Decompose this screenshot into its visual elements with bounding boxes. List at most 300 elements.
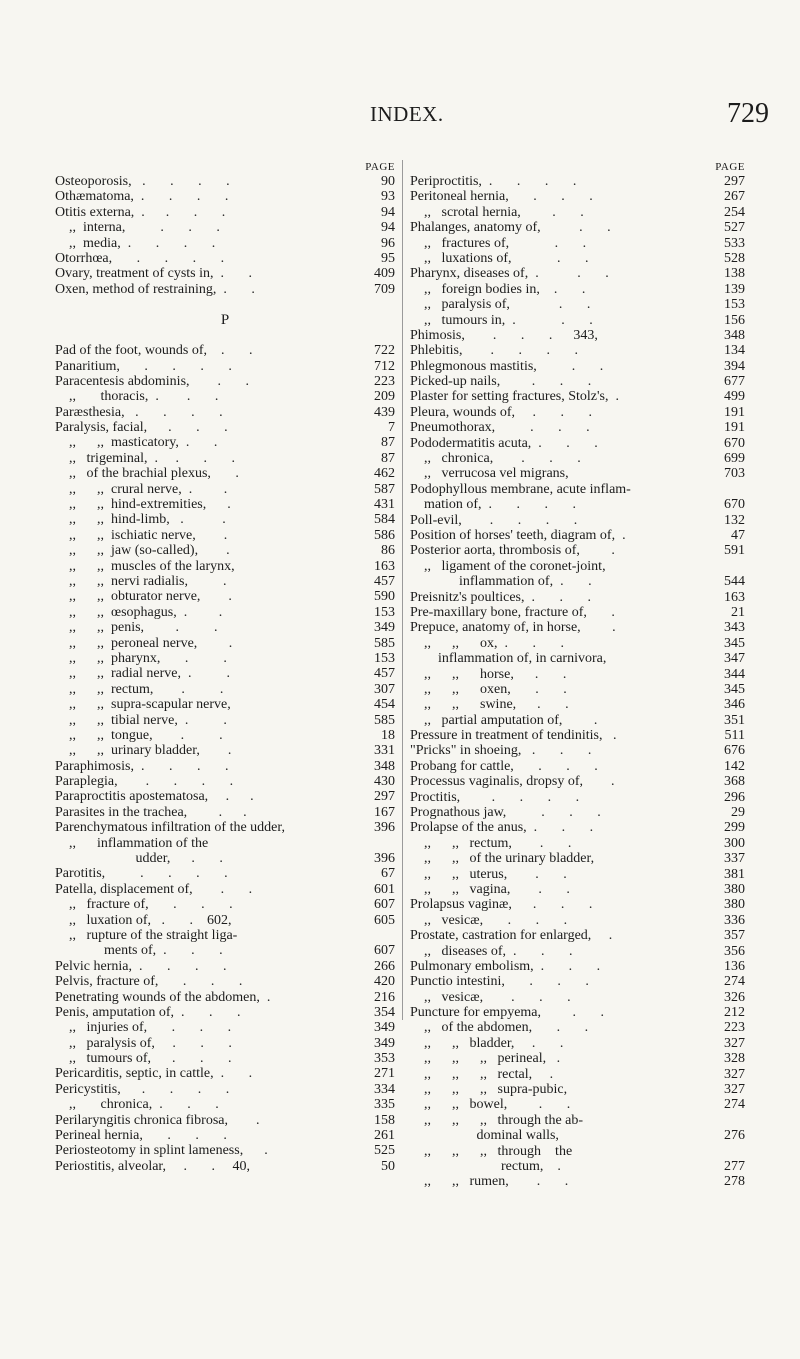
index-entry (55, 435, 395, 450)
index-entry (55, 805, 395, 820)
entry-text: ,, ,, supra-scapular nerve, (55, 697, 231, 713)
entry-text: ,, ,, peroneal nerve, . (55, 635, 233, 651)
index-entry (55, 466, 395, 481)
index-entry (55, 1128, 395, 1143)
entry-page-ref: 274 (724, 1097, 745, 1113)
entry-page-ref: 300 (724, 835, 745, 851)
index-entry (410, 1005, 745, 1020)
entry-text: Podophyllous membrane, acute inflam- (410, 481, 631, 497)
entry-page-ref: 136 (724, 958, 745, 974)
index-entry (410, 974, 745, 989)
index-entry (55, 1051, 395, 1066)
index-entry (410, 236, 745, 251)
entry-text: ,, paralysis of, . . . (55, 1035, 232, 1051)
entry-page-ref: 191 (724, 404, 745, 420)
entry-text: Peritoneal hernia, . . . (410, 189, 593, 205)
entry-page-ref: 676 (724, 743, 745, 759)
index-entry (410, 897, 745, 912)
index-entry (410, 605, 745, 620)
entry-text: mation of, . . . . (410, 497, 577, 513)
index-entry (410, 774, 745, 789)
index-entry (55, 851, 395, 866)
index-entry (410, 282, 745, 297)
entry-page-ref: 353 (374, 1051, 395, 1067)
entry-text: ,, ,, urinary bladder, . (55, 743, 232, 759)
entry-text: Parasites in the trachea, . . (55, 804, 247, 820)
entry-text: ,, ,, ,, supra-pubic, (410, 1082, 568, 1098)
index-entry (410, 836, 745, 851)
entry-page-ref: 349 (374, 620, 395, 636)
entry-page-ref: 261 (374, 1128, 395, 1144)
entry-page-ref: 167 (374, 804, 395, 820)
index-entry (55, 174, 395, 189)
index-entry (410, 882, 745, 897)
index-entry (55, 913, 395, 928)
entry-page-ref: 544 (724, 574, 745, 590)
index-entry (55, 666, 395, 681)
index-entry (410, 251, 745, 266)
entry-text: ,, ,, uterus, . . (410, 866, 567, 882)
index-entry (410, 867, 745, 882)
entry-text: ,, tumours of, . . . (55, 1051, 232, 1067)
left-column (55, 160, 395, 1174)
index-entry (55, 405, 395, 420)
entry-page-ref: 722 (374, 343, 395, 359)
entry-text: ,, ,, crural nerve, . . (55, 481, 228, 497)
index-entry (55, 359, 395, 374)
index-entry (55, 528, 395, 543)
entry-text: dominal walls, (410, 1128, 559, 1144)
entry-page-ref: 354 (374, 1004, 395, 1020)
entry-page-ref: 191 (724, 420, 745, 436)
index-entry (55, 713, 395, 728)
entry-text: Pelvis, fracture of, . . . (55, 974, 243, 990)
entry-page-ref: 156 (724, 312, 745, 328)
index-entry (410, 990, 745, 1005)
index-entry (55, 897, 395, 912)
entry-text: Pericystitis, . . . . (55, 1081, 230, 1097)
index-entry (55, 1143, 395, 1158)
index-entry (410, 759, 745, 774)
entry-text: rectum, . (410, 1159, 561, 1174)
index-entry (55, 1020, 395, 1035)
index-entry (55, 651, 395, 666)
index-entry (55, 451, 395, 466)
entry-text: ,, diseases of, . . . (410, 943, 573, 959)
index-entry (410, 220, 745, 235)
entry-page-ref: 266 (374, 958, 395, 974)
index-entry (410, 266, 745, 281)
entry-text: ,, ,, pharynx, . . (55, 650, 227, 666)
entry-page-ref: 457 (374, 573, 395, 589)
entry-page-ref: 153 (374, 650, 395, 666)
entry-page-ref: 138 (724, 266, 745, 282)
index-entry (410, 620, 745, 635)
entry-text: inflammation of, in carnivora, (410, 651, 607, 667)
entry-page-ref: 307 (374, 681, 395, 697)
entry-text: ,, fractures of, . . (410, 235, 587, 251)
entry-page-ref: 351 (724, 712, 745, 728)
entry-page-ref: 327 (724, 1082, 745, 1098)
entry-text: Plaster for setting fractures, Stolz's, . (410, 389, 619, 405)
index-entry (55, 205, 395, 220)
index-entry (55, 1066, 395, 1081)
header-page-number: 729 (727, 98, 769, 129)
index-entry (410, 405, 745, 420)
entry-text: ,, vesicæ, . . . (410, 989, 571, 1005)
index-entry (55, 959, 395, 974)
index-entry (55, 574, 395, 589)
entry-page-ref: 584 (374, 512, 395, 528)
entry-page-ref: 381 (724, 866, 745, 882)
entry-text: Paralysis, facial, . . . (55, 420, 228, 436)
entry-page-ref: 21 (731, 604, 745, 620)
entry-text: Pododermatitis acuta, . . . (410, 435, 598, 451)
index-entry (410, 1082, 745, 1097)
entry-page-ref: 396 (374, 820, 395, 836)
index-entry (410, 559, 745, 574)
index-entry (55, 636, 395, 651)
entry-page-ref: 347 (724, 651, 745, 667)
index-entry (410, 913, 745, 928)
entry-page-ref: 271 (374, 1066, 395, 1082)
index-entry (55, 836, 395, 851)
index-entry (55, 605, 395, 620)
index-entry (410, 174, 745, 189)
index-entry (55, 282, 395, 297)
entry-text: ,, ,, rectum, . . (55, 681, 224, 697)
index-entry (410, 497, 745, 512)
entry-text: ,, ,, penis, . . (55, 620, 218, 636)
entry-text: ,, ,, rectum, . . (410, 835, 572, 851)
entry-page-ref: 344 (724, 666, 745, 682)
entry-page-ref: 380 (724, 881, 745, 897)
index-entry (410, 574, 745, 589)
index-entry (55, 189, 395, 204)
entry-text: Penetrating wounds of the abdomen, . (55, 989, 271, 1005)
entry-page-ref: 86 (381, 543, 395, 559)
entry-page-ref: 18 (381, 727, 395, 743)
index-entry (410, 1174, 745, 1189)
entry-text: Pharynx, diseases of, . . . (410, 266, 609, 282)
entry-page-ref: 454 (374, 697, 395, 713)
entry-text: Poll-evil, . . . . (410, 512, 578, 528)
index-entry (410, 1113, 745, 1128)
index-entry (410, 189, 745, 204)
entry-page-ref: 87 (381, 450, 395, 466)
entry-page-ref: 212 (724, 1005, 745, 1021)
entry-text: Pericarditis, septic, in cattle, . . (55, 1066, 253, 1082)
entry-text: Punctio intestini, . . . (410, 974, 589, 990)
index-entry (410, 713, 745, 728)
index-entry (55, 620, 395, 635)
index-entry (55, 789, 395, 804)
index-entry (55, 236, 395, 251)
entry-text: Perineal hernia, . . . (55, 1128, 227, 1144)
index-entry (410, 513, 745, 528)
entry-text: Pleura, wounds of, . . . (410, 404, 592, 420)
entry-text: Parenchymatous infiltration of the udder, (55, 820, 285, 836)
entry-text: ,, thoracis, . . . (55, 389, 219, 405)
entry-text: ,, foreign bodies in, . . (410, 281, 586, 297)
index-entry (55, 774, 395, 789)
entry-page-ref: 607 (374, 897, 395, 913)
index-entry (55, 943, 395, 958)
entry-text: ,, vesicæ, . . . (410, 912, 568, 928)
entry-text: Pressure in treatment of tendinitis, . (410, 728, 617, 744)
entry-text: ,, ,, ,, perineal, . (410, 1051, 561, 1067)
entry-page-ref: 499 (724, 389, 745, 405)
entry-page-ref: 431 (374, 497, 395, 513)
entry-page-ref: 153 (724, 297, 745, 313)
entry-page-ref: 349 (374, 1035, 395, 1051)
entry-text: ,, of the brachial plexus, . (55, 466, 239, 482)
entry-page-ref: 134 (724, 343, 745, 359)
entry-page-ref: 209 (374, 389, 395, 405)
entry-page-ref: 703 (724, 466, 745, 482)
entry-page-ref: 29 (731, 805, 745, 821)
index-entry (55, 1159, 395, 1174)
entry-page-ref: 439 (374, 404, 395, 420)
index-entry (410, 343, 745, 358)
entry-text: ,, scrotal hernia, . . (410, 204, 584, 220)
index-entry (55, 866, 395, 881)
index-entry (410, 682, 745, 697)
entry-page-ref: 50 (381, 1158, 395, 1174)
index-entry (410, 590, 745, 605)
entry-page-ref: 331 (374, 743, 395, 759)
entry-text: ments of, . . . (55, 943, 223, 959)
entry-page-ref: 163 (374, 558, 395, 574)
index-entry (55, 728, 395, 743)
entry-page-ref: 336 (724, 912, 745, 928)
entry-page-ref: 345 (724, 635, 745, 651)
entry-text: ,, ,, rumen, . . (410, 1174, 569, 1190)
entry-page-ref: 356 (724, 943, 745, 959)
entry-page-ref: 409 (374, 266, 395, 282)
index-entry (55, 1082, 395, 1097)
index-entry (410, 636, 745, 651)
index-entry (410, 805, 745, 820)
entry-page-ref: 254 (724, 204, 745, 220)
entry-page-ref: 153 (374, 604, 395, 620)
entry-text: ,, ,, bowel, . . (410, 1097, 571, 1113)
entry-text: Pneumothorax, . . . (410, 420, 590, 436)
index-entry (410, 543, 745, 558)
entry-page-ref: 586 (374, 527, 395, 543)
entry-page-ref: 223 (374, 373, 395, 389)
index-entry (410, 466, 745, 481)
index-entry (410, 359, 745, 374)
index-entry (410, 743, 745, 758)
entry-page-ref: 349 (374, 1020, 395, 1036)
entry-text: Paraphimosis, . . . . (55, 758, 229, 774)
index-entry (55, 1005, 395, 1020)
entry-text: ,, interna, . . . (55, 220, 220, 236)
entry-text: udder, . . (55, 851, 223, 867)
entry-text: Preisnitz's poultices, . . . (410, 589, 592, 605)
entry-text: ,, ,, tongue, . . (55, 727, 223, 743)
entry-text: ,, verrucosa vel migrans, (410, 466, 569, 482)
entry-text: ,, partial amputation of, . (410, 712, 598, 728)
entry-text: Paraproctitis apostematosa, . . (55, 789, 254, 805)
entry-page-ref: 328 (724, 1051, 745, 1067)
entry-text: Perilaryngitis chronica fibrosa, . (55, 1112, 260, 1128)
entry-page-ref: 605 (374, 912, 395, 928)
index-entry (55, 1113, 395, 1128)
index-entry (55, 1097, 395, 1112)
entry-text: "Pricks" in shoeing, . . . (410, 743, 592, 759)
entry-text: ,, ,, masticatory, . . (55, 435, 218, 451)
entry-page-ref: 276 (724, 1128, 745, 1144)
index-entry (410, 1144, 745, 1159)
entry-text: ,, ligament of the coronet-joint, (410, 558, 606, 574)
entry-page-ref: 420 (374, 974, 395, 990)
entry-page-ref: 297 (374, 789, 395, 805)
entry-page-ref: 299 (724, 820, 745, 836)
index-entry (55, 482, 395, 497)
entry-text: ,, ,, ischiatic nerve, . (55, 527, 228, 543)
entry-page-ref: 7 (388, 420, 395, 436)
entry-page-ref: 67 (381, 866, 395, 882)
entry-page-ref: 368 (724, 774, 745, 790)
index-entry (55, 1036, 395, 1051)
entry-text: Proctitis, . . . . (410, 789, 580, 805)
index-entry (55, 251, 395, 266)
index-entry (410, 1036, 745, 1051)
entry-page-ref: 533 (724, 235, 745, 251)
index-entry (410, 667, 745, 682)
entry-text: ,, ,, hind-limb, . . (55, 512, 226, 528)
index-entry (55, 974, 395, 989)
entry-text: ,, chronica, . . . (55, 1097, 219, 1113)
entry-page-ref: 93 (381, 189, 395, 205)
entry-text: ,, trigeminal, . . . . (55, 450, 236, 466)
entry-text: Paraplegia, . . . . (55, 774, 234, 790)
entry-page-ref: 357 (724, 928, 745, 944)
index-entry (410, 851, 745, 866)
entry-page-ref: 525 (374, 1143, 395, 1159)
index-entry (410, 728, 745, 743)
entry-text: Prognathous jaw, . . . (410, 805, 601, 821)
entry-text: Panaritium, . . . . (55, 358, 232, 374)
index-entry (410, 1067, 745, 1082)
entry-text: ,, ,, muscles of the larynx, (55, 558, 235, 574)
entry-page-ref: 139 (724, 281, 745, 297)
entry-page-ref: 396 (374, 851, 395, 867)
entry-text: Pulmonary embolism, . . . (410, 958, 601, 974)
entry-text: Phimosis, . . . 343, (410, 327, 598, 343)
left-entries-p (55, 343, 395, 1174)
right-entries (410, 174, 745, 1190)
entry-page-ref: 591 (724, 543, 745, 559)
entry-text: Periproctitis, . . . . (410, 174, 577, 189)
entry-text: Parotitis, . . . . (55, 866, 228, 882)
entry-page-ref: 670 (724, 497, 745, 513)
index-entry (55, 420, 395, 435)
entry-page-ref: 334 (374, 1081, 395, 1097)
entry-text: Periostitis, alveolar, . . 40, (55, 1158, 251, 1174)
index-entry (410, 482, 745, 497)
index-entry (410, 297, 745, 312)
entry-page-ref: 278 (724, 1174, 745, 1190)
index-entry (410, 205, 745, 220)
entry-page-ref: 380 (724, 897, 745, 913)
index-entry (410, 1128, 745, 1143)
entry-page-ref: 457 (374, 666, 395, 682)
entry-page-ref: 587 (374, 481, 395, 497)
index-entry (410, 1159, 745, 1174)
entry-text: Position of horses' teeth, diagram of, . (410, 527, 626, 543)
entry-page-ref: 699 (724, 451, 745, 467)
entry-page-ref: 216 (374, 989, 395, 1005)
index-entry (55, 343, 395, 358)
entry-page-ref: 223 (724, 1020, 745, 1036)
header-title: INDEX. (370, 102, 444, 126)
entry-page-ref: 94 (381, 220, 395, 236)
entry-text: Phlegmonous mastitis, . . (410, 358, 604, 374)
index-entry (410, 697, 745, 712)
entry-text: Otorrhœa, . . . . (55, 250, 225, 266)
entry-text: Pelvic hernia, . . . . (55, 958, 227, 974)
entry-text: Phalanges, anatomy of, . . (410, 220, 611, 236)
entry-page-ref: 348 (374, 758, 395, 774)
left-entries-o (55, 174, 395, 297)
entry-page-ref: 712 (374, 358, 395, 374)
entry-text: inflammation of, . . (410, 574, 592, 590)
index-entry (410, 451, 745, 466)
entry-page-ref: 430 (374, 774, 395, 790)
index-entry (410, 1020, 745, 1035)
entry-page-ref: 158 (374, 1112, 395, 1128)
entry-text: ,, ,, of the urinary bladder, (410, 851, 595, 867)
entry-text: ,, paralysis of, . . (410, 297, 591, 313)
entry-page-ref: 274 (724, 974, 745, 990)
entry-text: Prolapse of the anus, . . . (410, 820, 594, 836)
entry-text: Phlebitis, . . . . (410, 343, 579, 359)
right-column (410, 160, 745, 1190)
entry-text: Prolapsus vaginæ, . . . (410, 897, 593, 913)
index-entry (410, 1051, 745, 1066)
entry-page-ref: 348 (724, 327, 745, 343)
page-column-label: PAGE (365, 161, 395, 173)
entry-text: ,, ,, hind-extremities, . (55, 497, 231, 513)
entry-text: ,, ,, obturator nerve, . (55, 589, 232, 605)
entry-text: ,, ,, ox, . . . (410, 635, 564, 651)
entry-text: Paracentesis abdominis, . . (55, 373, 250, 389)
entry-page-ref: 337 (724, 851, 745, 867)
entry-page-ref: 335 (374, 1097, 395, 1113)
entry-page-ref: 277 (724, 1159, 745, 1174)
entry-page-ref: 590 (374, 589, 395, 605)
entry-text: Paræsthesia, . . . . (55, 404, 223, 420)
entry-page-ref: 677 (724, 374, 745, 390)
index-entry (55, 543, 395, 558)
index-entry (55, 743, 395, 758)
entry-text: ,, ,, œsophagus, . . (55, 604, 223, 620)
entry-page-ref: 343 (724, 620, 745, 636)
entry-page-ref: 326 (724, 989, 745, 1005)
entry-text: Picked-up nails, . . . (410, 374, 592, 390)
entry-page-ref: 47 (731, 527, 745, 543)
entry-text: ,, inflammation of the (55, 835, 209, 851)
entry-text: ,, ,, ,, through the ab- (410, 1112, 584, 1128)
entry-page-ref: 90 (381, 174, 395, 189)
entry-text: Posterior aorta, thrombosis of, . (410, 543, 615, 559)
entry-page-ref: 297 (724, 174, 745, 189)
entry-text: Puncture for empyema, . . (410, 1005, 605, 1021)
entry-page-ref: 345 (724, 681, 745, 697)
